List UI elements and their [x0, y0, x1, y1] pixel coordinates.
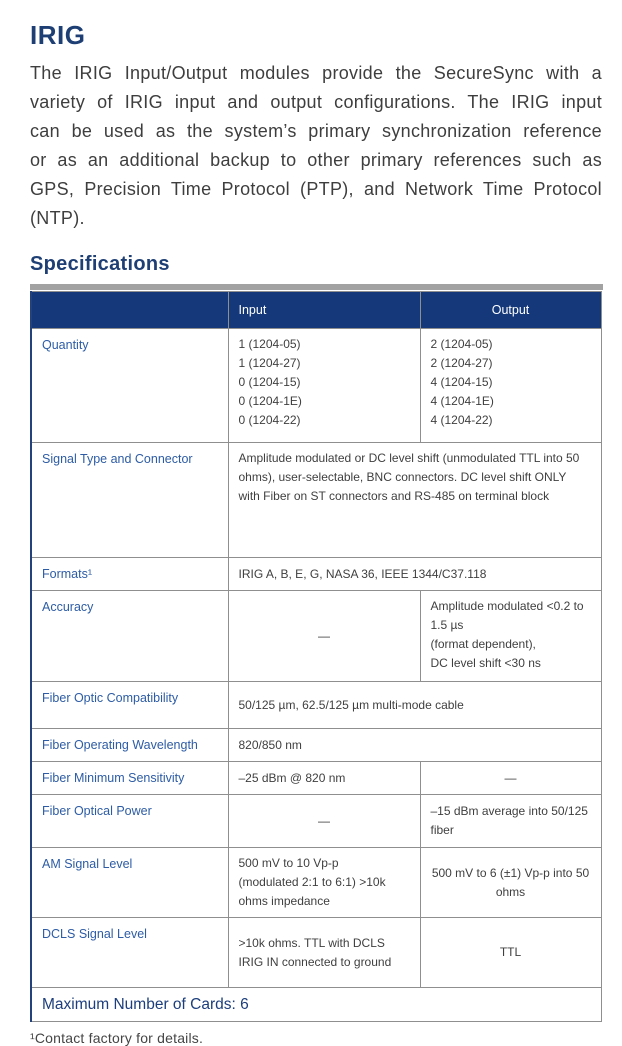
- table-row: [31, 682, 601, 729]
- row-label: Fiber Operating Wavelength: [31, 729, 228, 762]
- table-header-row: [31, 292, 601, 329]
- table-cell: 820/850 nm: [228, 729, 601, 762]
- table-cell: 500 mV to 6 (±1) Vp-p into 50 ohms: [420, 848, 601, 918]
- table-cell: Maximum Number of Cards: 6: [31, 988, 601, 1022]
- table-cell: IRIG A, B, E, G, NASA 36, IEEE 1344/C37.118: [228, 558, 601, 591]
- table-row: [31, 329, 601, 443]
- table-row: [31, 795, 601, 848]
- intro-paragraph: The IRIG Input/Output modules provide the SecureSync with a variety of IRIG input and output configurations. The IRIG input can be used as the system’s primary synchronization reference or as an additional backup to other primary references such as GPS, Precision Time Protocol (PTP), and Network Time Protocol (NTP).: [30, 63, 602, 228]
- spec-table: [30, 291, 602, 1022]
- spec-table-body: [31, 329, 601, 1022]
- row-label: Accuracy: [31, 591, 228, 682]
- table-cell: 500 mV to 10 Vp-p (modulated 2:1 to 6:1) >10k ohms impedance: [228, 848, 420, 918]
- table-top-bar: [30, 284, 603, 290]
- table-cell: Amplitude modulated or DC level shift (unmodulated TTL into 50 ohms), user-selectable, BNC connectors. DC level shift ONLY with Fiber on ST connectors and RS-485 on terminal block: [228, 443, 601, 558]
- table-cell: —: [228, 591, 420, 682]
- table-row: [31, 729, 601, 762]
- table-cell: 2 (1204-05) 2 (1204-27) 4 (1204-15) 4 (1204-1E) 4 (1204-22): [420, 329, 601, 443]
- table-row: [31, 918, 601, 988]
- table-cell: –15 dBm average into 50/125 fiber: [420, 795, 601, 848]
- section-heading: Specifications: [30, 253, 170, 275]
- table-cell: Amplitude modulated <0.2 to 1.5 µs (format dependent), DC level shift <30 ns: [420, 591, 601, 682]
- table-row: [31, 762, 601, 795]
- col-header-output: Output: [420, 292, 601, 329]
- row-label: Fiber Minimum Sensitivity: [31, 762, 228, 795]
- table-cell: —: [228, 795, 420, 848]
- row-label: Fiber Optical Power: [31, 795, 228, 848]
- table-row: [31, 591, 601, 682]
- page-title: IRIG: [30, 20, 86, 50]
- row-label: Formats¹: [31, 558, 228, 591]
- table-row: [31, 848, 601, 918]
- table-row: [31, 988, 601, 1022]
- footnote: ¹Contact factory for details.: [30, 1030, 204, 1046]
- table-row: [31, 558, 601, 591]
- table-cell: 1 (1204-05) 1 (1204-27) 0 (1204-15) 0 (1204-1E) 0 (1204-22): [228, 329, 420, 443]
- row-label: DCLS Signal Level: [31, 918, 228, 988]
- row-label: AM Signal Level: [31, 848, 228, 918]
- row-label: Fiber Optic Compatibility: [31, 682, 228, 729]
- row-label: Signal Type and Connector: [31, 443, 228, 558]
- table-cell: –25 dBm @ 820 nm: [228, 762, 420, 795]
- table-row: [31, 443, 601, 558]
- table-cell: 50/125 µm, 62.5/125 µm multi-mode cable: [228, 682, 601, 729]
- table-cell: >10k ohms. TTL with DCLS IRIG IN connected to ground: [228, 918, 420, 988]
- table-cell: —: [420, 762, 601, 795]
- col-header-blank: [31, 292, 228, 329]
- table-cell: TTL: [420, 918, 601, 988]
- col-header-input: Input: [228, 292, 420, 329]
- row-label: Quantity: [31, 329, 228, 443]
